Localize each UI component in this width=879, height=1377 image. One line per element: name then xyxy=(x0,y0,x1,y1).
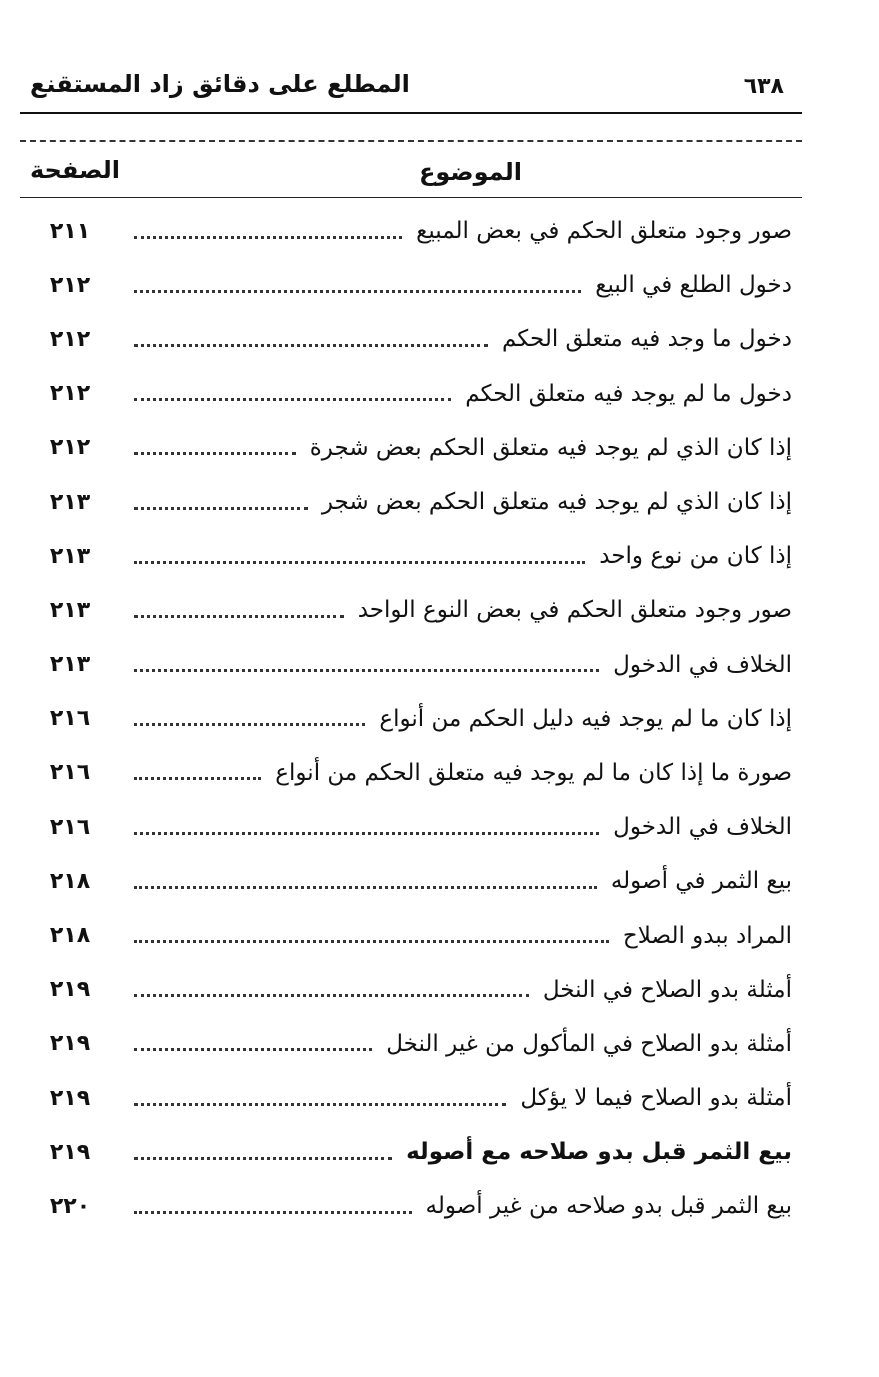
dot-leader xyxy=(134,1048,372,1051)
dot-leader xyxy=(134,561,585,564)
toc-entry-title: صور وجود متعلق الحكم في بعض النوع الواحد xyxy=(357,597,792,624)
dot-leader xyxy=(134,615,344,618)
toc-entry-title: صور وجود متعلق الحكم في بعض المبيع xyxy=(416,218,792,245)
toc-entry-page: ٢١٨ xyxy=(49,868,91,894)
toc-entry-page: ٢٢٠ xyxy=(49,1193,91,1219)
dot-leader xyxy=(134,940,609,943)
toc-entry-page: ٢١٩ xyxy=(49,977,91,1003)
book-title: المطلع على دقائق زاد المستقنع xyxy=(30,70,410,98)
toc-entry-page: ٢١٦ xyxy=(49,760,91,786)
toc-entry-title: بيع الثمر قبل بدو صلاحه من غير أصوله xyxy=(425,1193,792,1220)
toc-entry-page: ٢١٩ xyxy=(49,1139,91,1165)
toc-entry-page: ٢١٢ xyxy=(49,381,91,407)
toc-entry xyxy=(20,963,802,1017)
toc-entry-title: إذا كان ما لم يوجد فيه دليل الحكم من أنواع xyxy=(379,705,792,732)
page-number: ٦٣٨ xyxy=(743,74,784,99)
dot-leader xyxy=(134,723,365,726)
toc-entry-page: ٢١٢ xyxy=(49,326,91,352)
toc-entry-page: ٢١٩ xyxy=(49,1085,91,1111)
dot-leader xyxy=(134,1103,506,1106)
toc-entry-page: ٢١١ xyxy=(49,218,91,244)
toc-entry xyxy=(20,583,802,637)
toc-entry-title: المراد ببدو الصلاح xyxy=(622,922,792,949)
toc-entry-page: ٢١٢ xyxy=(49,435,91,461)
toc-entry xyxy=(20,638,802,692)
dot-leader xyxy=(134,669,599,672)
toc-entry xyxy=(20,1179,802,1233)
toc-entry-page: ٢١٣ xyxy=(49,489,91,515)
toc-entry xyxy=(20,800,802,854)
toc-entry xyxy=(20,692,802,746)
toc-entry-page: ٢١٦ xyxy=(49,706,91,732)
toc-entry-page: ٢١٣ xyxy=(49,597,91,623)
toc-entry-title: إذا كان الذي لم يوجد فيه متعلق الحكم بعض شجر xyxy=(321,489,792,516)
dot-leader xyxy=(134,290,581,293)
dot-leader xyxy=(134,344,488,347)
toc-entry-title: أمثلة بدو الصلاح في المأكول من غير النخل xyxy=(386,1030,792,1057)
toc-entry-title: إذا كان من نوع واحد xyxy=(599,543,792,570)
dot-leader xyxy=(134,994,529,997)
dot-leader xyxy=(134,1211,412,1214)
header-dashed-rule xyxy=(20,140,802,142)
subject-column-heading: الموضوع xyxy=(418,158,522,186)
toc-entry xyxy=(20,746,802,800)
dot-leader xyxy=(134,1157,392,1160)
toc-entry-page: ٢١٦ xyxy=(49,814,91,840)
dot-leader xyxy=(134,398,451,401)
toc-entry-title: دخول ما وجد فيه متعلق الحكم xyxy=(501,326,792,353)
toc-entry-title: إذا كان الذي لم يوجد فيه متعلق الحكم بعض شجرة xyxy=(309,434,792,461)
column-headings xyxy=(20,150,802,194)
toc-entry xyxy=(20,1071,802,1125)
toc-entry xyxy=(20,1125,802,1179)
dot-leader xyxy=(134,777,261,780)
toc-entry-title: الخلاف في الدخول xyxy=(613,651,792,678)
toc-entry-page: ٢١٢ xyxy=(49,272,91,298)
toc-entry xyxy=(20,908,802,962)
toc-entry xyxy=(20,421,802,475)
toc-entry-title: دخول الطلع في البيع xyxy=(595,272,792,299)
toc-entry-page: ٢١٣ xyxy=(49,543,91,569)
dot-leader xyxy=(134,886,597,889)
toc-entry xyxy=(20,367,802,421)
toc-entry-page: ٢١٣ xyxy=(49,652,91,678)
toc-entry xyxy=(20,312,802,366)
toc-entry xyxy=(20,1017,802,1071)
toc-entry-title: دخول ما لم يوجد فيه متعلق الحكم xyxy=(465,380,792,407)
dot-leader xyxy=(134,236,402,239)
header-rule xyxy=(20,112,802,114)
toc-entry xyxy=(20,529,802,583)
table-of-contents xyxy=(20,204,802,1234)
toc-entry xyxy=(20,854,802,908)
toc-entry-title: بيع الثمر قبل بدو صلاحه مع أصوله xyxy=(406,1139,792,1166)
dot-leader xyxy=(134,452,296,455)
column-heading-rule xyxy=(20,197,802,198)
toc-entry xyxy=(20,204,802,258)
toc-entry-page: ٢١٨ xyxy=(49,923,91,949)
page-header xyxy=(30,66,802,106)
toc-entry-title: أمثلة بدو الصلاح في النخل xyxy=(542,976,792,1003)
toc-entry xyxy=(20,258,802,312)
toc-entry-title: الخلاف في الدخول xyxy=(613,814,792,841)
toc-entry-page: ٢١٩ xyxy=(49,1031,91,1057)
toc-entry-title: أمثلة بدو الصلاح فيما لا يؤكل xyxy=(520,1085,792,1112)
dot-leader xyxy=(134,832,599,835)
page-column-heading: الصفحة xyxy=(30,156,121,184)
dot-leader xyxy=(134,507,308,510)
toc-entry xyxy=(20,475,802,529)
toc-entry-title: بيع الثمر في أصوله xyxy=(610,868,792,895)
toc-entry-title: صورة ما إذا كان ما لم يوجد فيه متعلق الحكم من أنواع xyxy=(275,759,792,786)
